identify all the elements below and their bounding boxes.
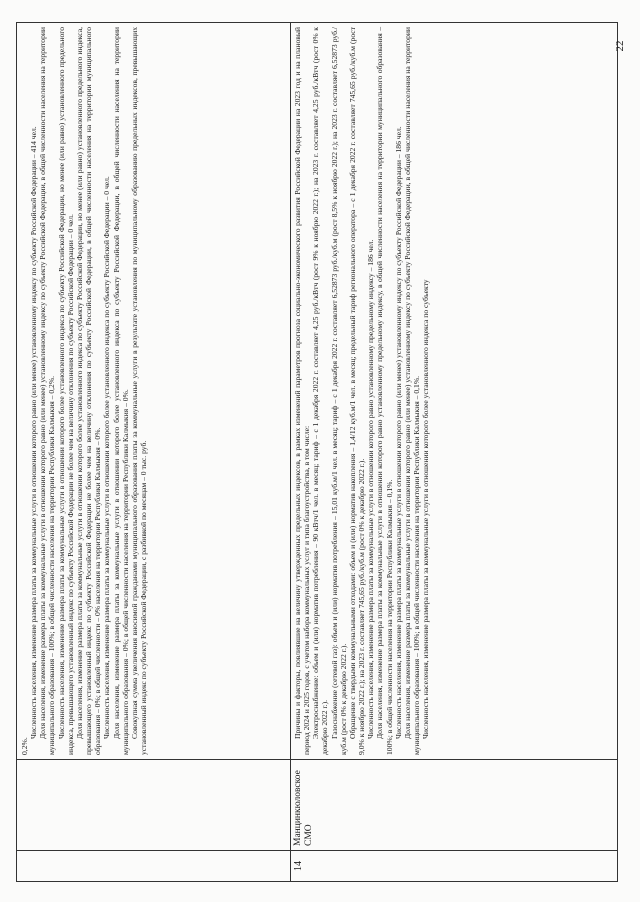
paragraph: Доля населения, изменение размера платы за коммунальные услуги в отношении которого равно установленному предельному индексу, в общей численности населения на территории муниципального образования – 100%; в общей численности населения на территории Республики Калмыкия – 0,1%.: [375, 27, 394, 755]
page-number: 22: [614, 40, 626, 52]
paragraph: Совокупная сумма увеличения вносимой гражданами муниципального образования платы за коммунальные услуги в результате установления по муниципальному образованию предельных индексов, превышающих установленный индекс по субъекту Российской Федерации, с разбивкой по месяцам – 0 тыс. руб.: [129, 27, 149, 755]
row-number: [17, 851, 291, 882]
paragraph: Численность населения, изменение размера платы за коммунальные услуги в отношении которого равно (или менее) установленному индексу по субъекту Российской Федерации – 414 чел.: [29, 126, 39, 739]
indices-table: [16, 22, 618, 882]
paragraph: Численность населения, изменение размера платы за коммунальные услуги в отношении которого более установленного индекса по субъекту Российской Федерации, но менее (или равно) установленного предельного индекса, превышающего установленный индекс по субъекту Российской Федерации не более чем на величину отклонения по субъекту Российской Федерации – 0 чел.: [56, 27, 75, 755]
paragraph: Доля населения, изменение размера платы за коммунальные услуги в отношении которого более установленного индекса по субъекту Российской Федерации, но менее (или равно) установленного предельного индекса, превышающего установленный индекс по субъекту Российской Федерации не более чем на величину отклонения по субъекту Российской Федерации, в общей численности населения на территории муниципального образования – 0%; в общей численности – 0% населения на территории Республики Калмыкия – 0%.: [74, 27, 103, 755]
paragraph: Численность населения, изменение размера платы за коммунальные услуги в отношении которого равно установленному предельному индексу – 186 чел.: [366, 239, 376, 739]
row-number: 14: [291, 851, 618, 882]
table-row: [17, 23, 291, 882]
rotated-page-content: [16, 22, 616, 882]
paragraph: Электроснабжение: объем и (или) норматив потребления – 90 кВтч/1 чел. в месяц; тариф – с 1 декабря 2022 г. составляет 4,25 руб./кВтч (рост 9% к ноябрю 2022 г.); на 2023 г. составляет 4,25 руб./кВтч (рост 0% к декабрю 2022 г.).: [311, 27, 330, 755]
paragraph: Доля населения, изменение размера платы за коммунальные услуги в отношении которого равно (или менее) установленному индексу по субъекту Российской Федерации, в общей численности населения на территории муниципального образования – 100%; в общей численности населения на территории Республики Калмыкия – 0,1%.: [402, 27, 422, 755]
paragraph: Причины и факторы, повлиявшие на величину утвержденных предельных индексов, в рамках изменений параметров прогноза социально-экономического развития Российской Федерации на 2023 год и на плановый период 2024 и 2025 годов, с учетом набора коммунальных услуг и типа благоустройства, в том числе:: [293, 27, 312, 755]
paragraph: Численность населения, изменение размера платы за коммунальные услуги в отношении которого более установленного индекса по субъекту Российской Федерации – 0 чел.: [102, 176, 112, 739]
paragraph: Газоснабжение (сетевой газ): объем и (или) норматив потребления – 15,01 куб.м/1 чел. в месяц; тариф – с 1 декабря 2022 г. составляет 6,52873 руб./куб.м (рост 8,5% к ноябрю 2022 г.); на 2023 г. составляет 6,52873 руб./куб.м (рост 0% к декабрю 2022 г.).: [329, 27, 348, 755]
description-cell: [17, 23, 291, 760]
municipality-name: [17, 760, 291, 851]
paragraph: Доля населения, изменение размера платы за коммунальные услуги в отношении которого равно (или менее) установленному индексу по субъекту Российской Федерации, в общей численности населения на территории муниципального образования – 100%; в общей численности населения на территории Республики Калмыкия – 0,2%.: [38, 27, 57, 755]
paragraph: Доля населения, изменение размера платы за коммунальные услуги в отношении которого более установленного индекса по субъекту Российской Федерации, в общей численности населения на территории муниципального образования – 0%; в общей численности населения на территории Республики Калмыкия – 0%.: [111, 27, 130, 755]
paragraph: Численность населения, изменение размера платы за коммунальные услуги в отношении которого более установленного индекса по субъекту: [421, 279, 431, 739]
paragraph: 0,2%.: [20, 737, 29, 755]
municipality-name: Манцинкюловское СМО: [291, 760, 618, 851]
table-row: [291, 23, 618, 882]
description-cell: [291, 23, 618, 760]
paragraph: Обращение с твердыми коммунальными отходами: объем и (или) норматив накопления – 1,4/12 куб.м/1 чел. в месяц; предельный тариф регионального оператора – с 1 декабря 2022 г. составляет 745,65 руб./куб.м (рост 9,0% к ноябрю 2022 г.); на 2023 г. составляет 745,65 руб./куб.м (рост 0% к декабрю 2022 г.).: [347, 27, 367, 755]
paragraph: Численность населения, изменение размера платы за коммунальные услуги в отношении которого равно (или менее) установленному индексу по субъекту Российской Федерации – 186 чел.: [393, 126, 403, 739]
